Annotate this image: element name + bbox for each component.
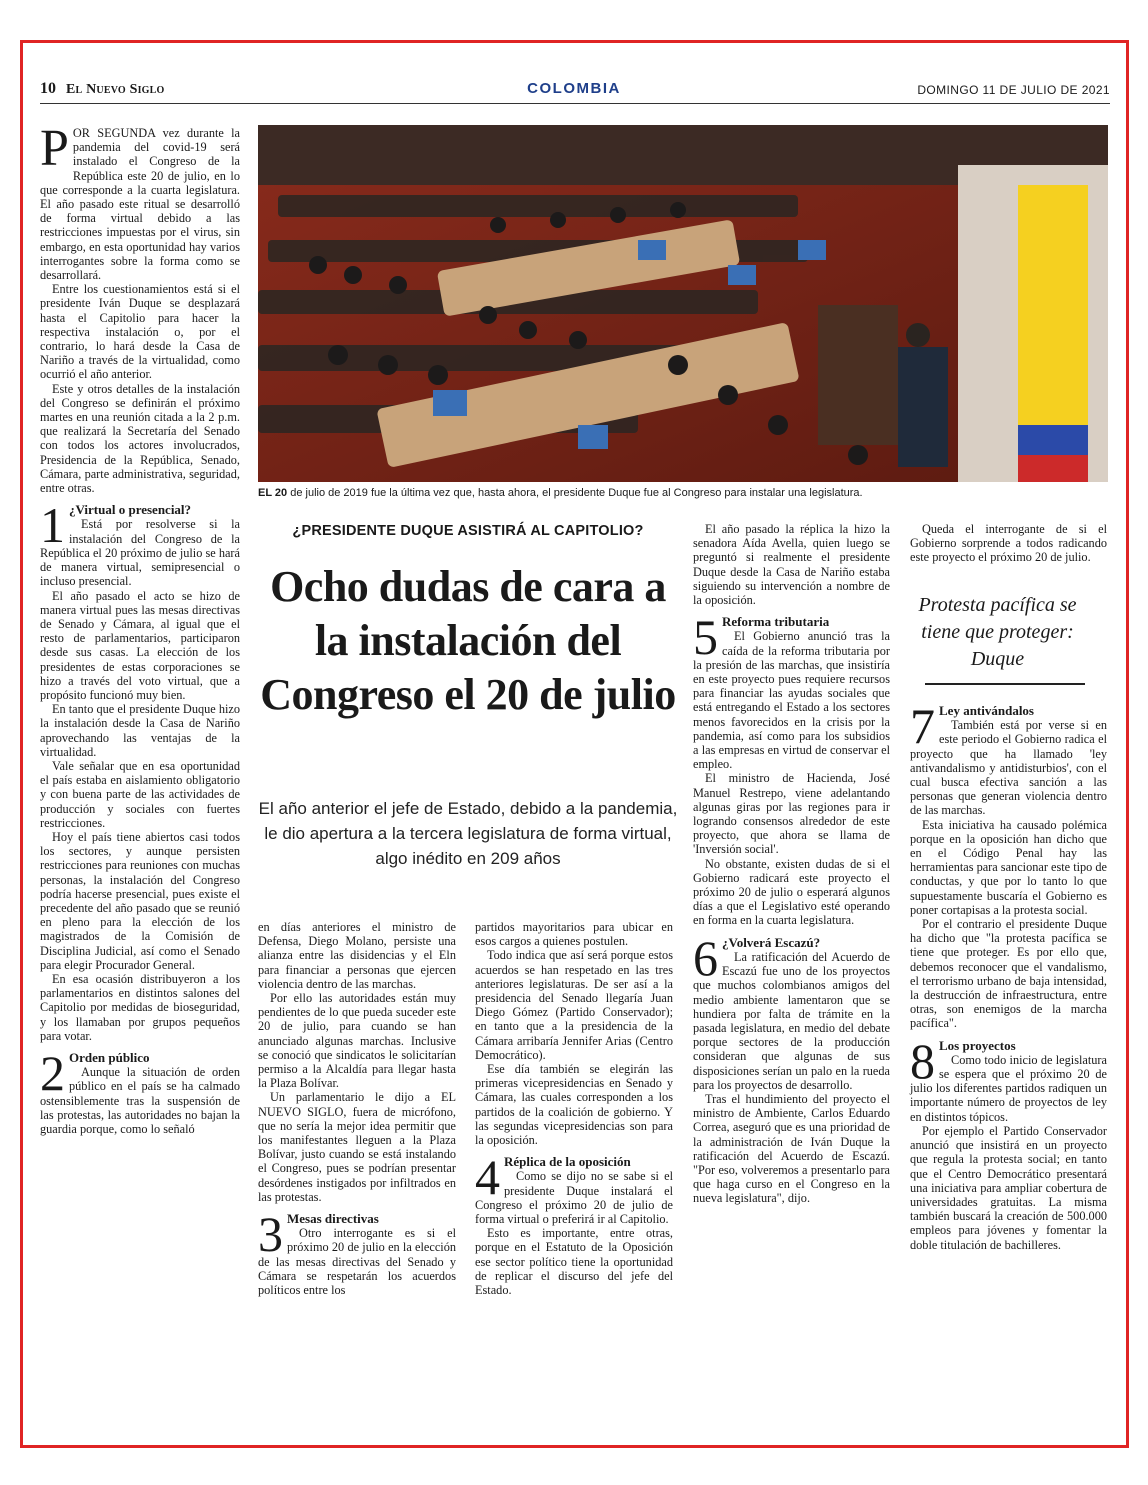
column-3 <box>475 920 673 1297</box>
section-6 <box>693 929 890 1206</box>
section-number: 2 <box>40 1045 65 1101</box>
paragraph: Esto es importante, entre otras, porque en el Estatuto de la Oposición ese sector político tiene la oportunidad de replicar el discurso del jefe del Estado. <box>475 1226 673 1298</box>
pull-quote-rule <box>925 683 1085 685</box>
paragraph: El año pasado la réplica la hizo la senadora Aída Avella, quien luego se preguntó si realmente el presidente Duque desde la Casa de Nariño estaba siguiendo su intervención a nombre de la oposición. <box>693 522 890 608</box>
issue-date: DOMINGO 11 DE JULIO DE 2021 <box>917 83 1110 97</box>
section-1 <box>40 497 240 1043</box>
header-rule <box>40 103 1110 104</box>
column-1 <box>40 120 240 1137</box>
section-3 <box>258 1206 456 1298</box>
section-title: COLOMBIA <box>527 80 621 97</box>
paragraph: Como todo inicio de legislatura se espera que el próximo 20 de julio los diferentes partidos radiquen un importante número de proyectos de ley en distintos tópicos. <box>910 1052 1107 1124</box>
paragraph: Ese día también se elegirán las primeras vicepresidencias en Senado y Cámara, las cuales corresponden a los partidos de la coalición de gobierno. Y las segundas vicepresidencias son para la oposición. <box>475 1062 673 1148</box>
paragraph: También está por verse si en este periodo el Gobierno radica el proyecto que ha llamado 'ley antivandalismo y antidisturbios', con el cual busca efectiva sanción a las personas que generan violencia dentro de las marchas. <box>910 718 1107 818</box>
paragraph: Esta iniciativa ha causado polémica porque en la oposición han dicho que en el Código Penal hay las herramientas para sancionar este tipo de conductas, y que por lo tanto lo que supuestamente buscaría el Gobierno es poner cortapisas a la protesta social. <box>910 817 1108 917</box>
paragraph: en días anteriores el ministro de Defensa, Diego Molano, persiste una alianza entre las disidencias y el Eln para financiar a personas que ejercen violencia dentro de las marchas. <box>258 920 456 991</box>
paragraph: Hoy el país tiene abiertos casi todos los sectores, y aunque persisten restricciones para reuniones con muchas personas, la instalación del Congreso podría hacerse presencial, pues existe el precedente del año pasado que se reunió en pleno para la elección de los magistrados de la Comisión de Disciplina Judicial, así como el Senado para elegir Procurador General. <box>40 829 240 972</box>
page-number: 10 <box>40 80 56 97</box>
publication-name: El Nuevo Siglo <box>66 82 165 97</box>
paragraph: Aunque la situación de orden público en el país se ha calmado ostensiblemente tras la suspensión de las protestas, las autoridades no bajan la guardia porque, como lo señaló <box>40 1065 240 1137</box>
section-5 <box>693 609 890 928</box>
paragraph: Como se dijo no se sabe si el presidente Duque instalará el Congreso el próximo 20 de julio de forma virtual o preferirá ir al Capitolio. <box>475 1169 673 1227</box>
caption-text: de julio de 2019 fue la última vez que, hasta ahora, el presidente Duque fue al Congreso para instalar una legislatura. <box>287 487 863 499</box>
paragraph: Por ello las autoridades están muy pendientes de lo que pueda suceder este 20 de julio, para cuando se han anunciado algunas marchas. Inclusive se conoció que sindicatos le solicitarían permiso a la Alcaldía para llegar hasta la Plaza Bolívar. <box>258 991 456 1091</box>
intro-paragraph <box>40 120 240 283</box>
section-2 <box>40 1045 240 1137</box>
paragraph: Entre los cuestionamientos está si el presidente Iván Duque se desplazará hasta el Capitolio para hacer la respectiva instalación o, por el contrario, lo hará desde la Casa de Nariño a través de la virtualidad, como ocurrió el año anterior. <box>40 282 240 382</box>
section-title: Los proyectos <box>939 1037 1016 1053</box>
paragraph: El Gobierno anunció tras la caída de la reforma tributaria por la presión de las marchas, que insistiría en este proyecto pues requiere recursos para financiar las ayudas sociales que está entregando el Estado a los sectores menos favorecidos en la crisis por la pandemia, así como para los subsidios a las empresas en virtud de conservar el empleo. <box>693 629 890 772</box>
section-title: Reforma tributaria <box>722 614 830 630</box>
column-5-continued <box>910 698 1108 1252</box>
intro-text: durante la pandemia del covid-19 será instalado el Congreso de la República este 20 de julio, en lo que corresponde a la cuarta legislatura. El año pasado este ritual se desarrolló de forma virtual debido a las restricciones impuestas por el virus, sin embargo, en esta oportunidad hay varios interrogantes sobre la forma como se desarrollará. <box>40 126 240 283</box>
paragraph: Está por resolverse si la instalación del Congreso de la República el 20 próximo de julio se hará de manera virtual, semipresencial o incluso presencial. <box>40 517 240 589</box>
section-number: 4 <box>475 1149 500 1206</box>
paragraph: La ratificación del Acuerdo de Escazú fue uno de los proyectos que muchos colombianos amigos del medio ambiente lamentaron que se hundiera por falta de trámite en la pasada legislatura, en medio del debate porque sectores de la producción consideran que algunas de sus disposiciones serían un palo en la rueda para los proyectos de desarrollo. <box>693 949 890 1092</box>
section-number: 1 <box>40 497 65 554</box>
caption-prefix: EL 20 <box>258 487 288 499</box>
section-title: ¿Virtual o presencial? <box>69 502 192 518</box>
paragraph: Por ejemplo el Partido Conservador anunció que insistirá en un proyecto que regula la protesta social; en tanto que el Centro Democrático presentará una iniciativa para ampliar cobertura de universidades gratuitas. La misma también buscará la creación de 500.000 empleos para jóvenes y fomentar la doble titulación de bachilleres. <box>910 1123 1107 1252</box>
section-number: 6 <box>693 929 718 986</box>
pull-quote: Protesta pacífica se tiene que proteger: Duque <box>918 594 1077 670</box>
deck: El año anterior el jefe de Estado, debido a la pandemia, le dio apertura a la tercera legislatura de forma virtual, algo inédito en 209 años <box>258 799 678 868</box>
section-number: 3 <box>258 1206 283 1263</box>
paragraph: No obstante, existen dudas de si el Gobierno radicará este proyecto el próximo 20 de julio o esperará algunos días a que el Legislativo esté operando en forma en la cuarta legislatura. <box>693 856 890 928</box>
headline: Ocho dudas de cara a la instalación del Congreso el 20 de julio <box>260 562 676 719</box>
photo-caption <box>258 487 1108 499</box>
paragraph: partidos mayoritarios para ubicar en esos cargos a quienes postulen. <box>475 920 673 949</box>
paragraph: El ministro de Hacienda, José Manuel Restrepo, viene adelantando algunas giras por las regiones para ir logrando consensos alrededor de este proyecto, que ahora se llama de 'Inversión social'. <box>693 771 890 857</box>
paragraph: Queda el interrogante de si el Gobierno sorprende a todos radicando este proyecto el próximo 20 de julio. <box>910 522 1107 565</box>
section-number: 8 <box>910 1032 935 1089</box>
paragraph: Por el contrario el presidente Duque ha dicho que "la protesta pacífica se tiene que proteger. Es por ello que, debemos reconocer que el vandalismo, el terrorismo urbano de baja intensidad, la destrucción de infraestructura, entre otras, son enemigos de la marcha pacífica". <box>910 917 1107 1031</box>
paragraph: Todo indica que así será porque estos acuerdos se han respetado en las tres anteriores legislaturas. De ser así a la presidencia del Senado llegaría Juan Diego Gómez (Partido Conservador); en tanto que a la presidencia de la Cámara arribaría Jennifer Arias (Centro Democrático). <box>475 948 673 1062</box>
paragraph: Un parlamentario le dijo a EL NUEVO SIGLO, fuera de micrófono, que no sería la mejor idea permitir que los manifestantes lleguen a la Plaza Bolívar, justo cuando se está instalando el Congreso, pues se podrían presentar desórdenes instigados por infiltrados en las protestas. <box>258 1090 456 1204</box>
section-4 <box>475 1149 673 1298</box>
column-5 <box>910 522 1107 565</box>
section-7 <box>910 698 1108 1031</box>
section-title: Mesas directivas <box>287 1211 379 1227</box>
paragraph: Otro interrogante es si el próximo 20 de julio en la elección de las mesas directivas del Senado y Cámara se respetarán los acuerdos políticos entre los <box>258 1226 456 1298</box>
section-8 <box>910 1032 1107 1252</box>
paragraph: Este y otros detalles de la instalación del Congreso se definirán el próximo martes en una reunión citada a la 2 p.m. que realizará la Secretaría del Senado con todos los actores involucrados, Presidencia de la República, Senado, Cámara, parte administrativa, seguridad, entre otras. <box>40 381 240 496</box>
kicker: ¿PRESIDENTE DUQUE ASISTIRÁ AL CAPITOLIO? <box>292 523 644 539</box>
section-number: 7 <box>910 698 935 754</box>
paragraph: Vale señalar que en esa oportunidad el país estaba en aislamiento obligatorio y con buena parte de las actividades de producción y sociales con fuertes restricciones. <box>40 758 240 830</box>
paragraph: Tras el hundimiento del proyecto el ministro de Ambiente, Carlos Eduardo Correa, aseguró que es una prioridad de la administración de Iván Duque la ratificación del Acuerdo de Escazú. "Por eso, volveremos a presentarlo para que haga curso en el Congreso en la nueva legislatura", dijo. <box>693 1091 890 1206</box>
column-4 <box>693 522 890 1206</box>
drop-cap: P <box>40 120 69 177</box>
section-title: Orden público <box>69 1050 150 1065</box>
paragraph: En esa ocasión distribuyeron a los parlamentarios en distintos salones del Capitolio por medidas de bioseguridad, y los llamaban por grupos pequeños para votar. <box>40 971 240 1043</box>
section-title: Ley antivándalos <box>939 703 1034 718</box>
section-number: 5 <box>693 609 718 666</box>
congress-photo <box>258 125 1108 482</box>
photo-illustration <box>258 125 1108 482</box>
section-title: Réplica de la oposición <box>504 1154 631 1170</box>
section-title: ¿Volverá Escazú? <box>722 934 821 950</box>
intro-lead: OR SEGUNDA vez <box>72 126 180 140</box>
paragraph: El año pasado el acto se hizo de manera virtual pues las mesas directivas de Senado y Cámara, al igual que el resto de parlamentarios, participaron desde sus casas. La elección de los presidentes de estas corporaciones se hizo a través del voto virtual, que a propósito funcionó muy bien. <box>40 588 240 702</box>
paragraph: En tanto que el presidente Duque hizo la instalación desde la Casa de Nariño aprovechando las ventajas de la virtualidad. <box>40 702 240 759</box>
column-2 <box>258 920 456 1297</box>
